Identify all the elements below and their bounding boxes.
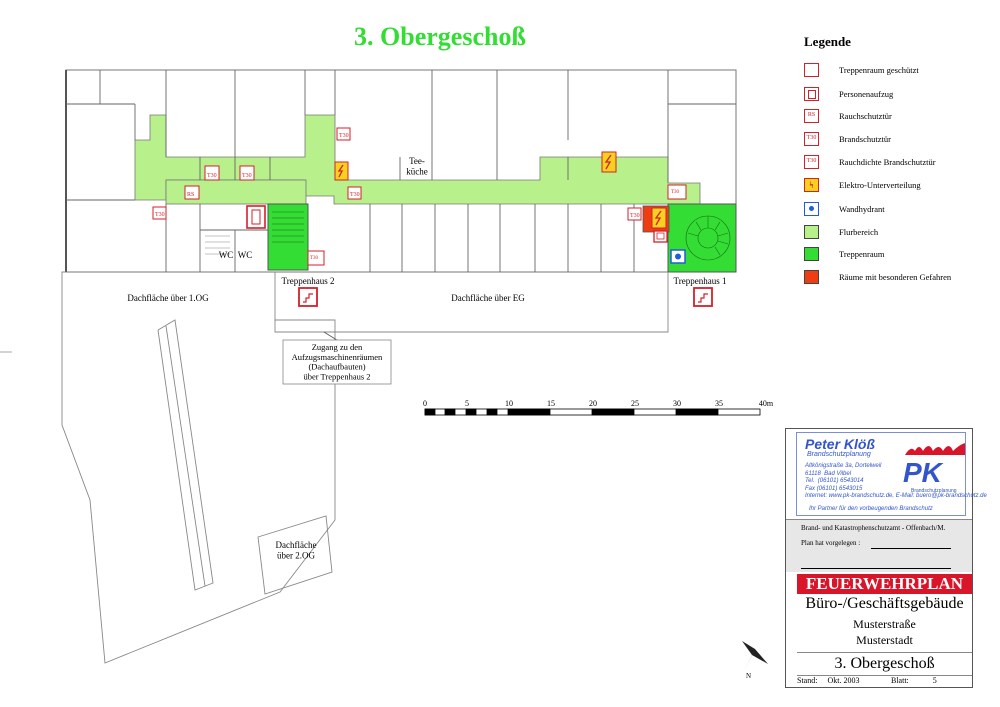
stairwell-2: [268, 204, 308, 270]
fire-door-icon: [628, 208, 641, 220]
legend-item-label: Wandhydrant: [839, 203, 885, 214]
scale-tick-label: 15: [547, 399, 555, 408]
legend-item-label: Flurbereich: [839, 226, 879, 237]
stairwell-2-label: Treppenhaus 2: [281, 276, 335, 286]
legend-item-label: Personenaufzug: [839, 88, 894, 99]
blatt-value: 5: [932, 676, 937, 685]
flame-icon: [905, 441, 965, 457]
passenger-elevator-icon: [804, 87, 819, 101]
roof-eg-label: Dachfläche über EG: [451, 293, 525, 303]
smoke-tight-fire-door-icon: T30: [804, 155, 819, 169]
electrical-subdistribution-icon: [652, 208, 666, 228]
north-arrow-icon: [742, 641, 768, 680]
protected-stairwell-icon: [694, 288, 712, 306]
legend-item-label: Treppenraum: [839, 248, 885, 259]
scale-tick-label: 20: [589, 399, 597, 408]
wc-label: WC: [218, 250, 234, 260]
stand-value: Okt. 2003: [827, 676, 860, 685]
plan-type: FEUERWEHRPLAN: [797, 574, 972, 594]
access-note: Zugang zu den Aufzugsmaschinenräumen (Dachaufbauten) über Treppenhaus 2: [291, 342, 383, 382]
protected-stairwell-icon: [804, 63, 819, 77]
electrical-subdistribution-icon: [602, 152, 616, 172]
scale-tick-label: 0: [423, 399, 427, 408]
blatt: [891, 676, 937, 685]
svg-text:T30: T30: [310, 256, 319, 261]
passenger-elevator-icon: [654, 231, 667, 242]
corridor-area-swatch: [804, 225, 819, 239]
svg-text:T30: T30: [350, 192, 360, 198]
svg-text:T30: T30: [339, 133, 349, 139]
fire-door-icon: [337, 128, 350, 140]
scale-tick-label: 40m: [758, 399, 774, 408]
signature-line: [871, 548, 951, 549]
stairwell-swatch: [804, 247, 819, 261]
svg-text:T30: T30: [207, 173, 217, 179]
scale-tick-label: 35: [715, 399, 723, 408]
legend-item: [804, 150, 994, 174]
electrical-subdistribution-icon: ϟ: [804, 178, 819, 192]
wall-hydrant-icon: [804, 202, 819, 216]
scale-tick-label: 30: [673, 399, 681, 408]
roof-areas: [62, 272, 668, 663]
scale-bar: [425, 409, 760, 415]
fire-door-icon: [205, 166, 219, 180]
legend-item: [804, 197, 994, 221]
legend-item-label: Brandschutztür: [839, 133, 891, 144]
plan-title: 3. Obergeschoß: [354, 22, 526, 51]
authority: Brand- und Katastrophenschutzamt - Offenbach/M.: [801, 524, 946, 532]
svg-text:T30: T30: [155, 212, 165, 218]
street: Musterstraße: [853, 617, 916, 631]
legend-item-label: Räume mit besonderen Gefahren: [839, 271, 952, 282]
company-name: Peter Klöß: [805, 436, 876, 452]
legend-item-label: Rauchdichte Brandschutztür: [839, 156, 936, 167]
stairwell-1-label: Treppenhaus 1: [673, 276, 727, 286]
smoke-tight-fire-door-icon: [668, 185, 686, 199]
legend-item: [804, 220, 994, 244]
passenger-elevator-icon: [247, 206, 265, 228]
legend-title: Legende: [804, 34, 851, 49]
legend-item: [804, 82, 994, 106]
legend-item-label: Treppenraum geschützt: [839, 64, 919, 75]
legend-item: [804, 104, 994, 128]
legend-item: [804, 173, 994, 197]
teekueche-label: Tee-küche: [406, 156, 428, 177]
scale-tick-label: 25: [631, 399, 639, 408]
svg-text:T30: T30: [242, 173, 252, 179]
signature-line: [801, 568, 951, 569]
fire-door-icon: T30: [804, 132, 819, 146]
legend-item-label: Rauchschutztür: [839, 110, 892, 121]
legend-item: [804, 127, 994, 151]
legend-item: [804, 242, 994, 266]
city: Musterstadt: [856, 633, 913, 647]
legend-item-label: Elektro-Unterverteilung: [839, 179, 921, 190]
svg-text:RS: RS: [187, 192, 195, 198]
smoke-tight-fire-door-icon: [308, 251, 324, 265]
wall-hydrant-icon: [671, 250, 685, 263]
smoke-door-icon: [185, 186, 199, 199]
roof-2og-label: Dachfläche über 2.OG: [275, 540, 317, 561]
title-block: [785, 428, 987, 688]
company-address: Altkönigstraße 3a, Dortelweil 61118 Bad Vilbel Tel. (06101) 6543014 Fax (06101) 6543015 Internet: www.pk-brandschutz.de, E-Mail: buero@pk-brandschutz.de: [805, 463, 987, 499]
floor-name: 3. Obergeschoß: [797, 652, 972, 676]
svg-text:T30: T30: [630, 213, 640, 219]
smoke-door-icon: RS: [804, 109, 819, 123]
company-motto: Ihr Partner für den vorbeugenden Brandschutz: [809, 506, 933, 512]
scale-ticks: [423, 399, 774, 408]
stand: [797, 676, 859, 685]
wc-label: WC: [237, 250, 253, 260]
special-hazard-swatch: [804, 270, 819, 284]
stand-label: Stand:: [797, 676, 818, 685]
legend-item: [804, 58, 994, 82]
scale-tick-label: 10: [505, 399, 513, 408]
fire-door-icon: [240, 166, 254, 180]
svg-text:N: N: [746, 672, 752, 680]
roof-1og-label: Dachfläche über 1.OG: [127, 293, 209, 303]
pk-logo: PK: [903, 457, 942, 488]
company-subtitle: Brandschutzplanung: [807, 451, 871, 458]
svg-text:T30: T30: [671, 190, 680, 195]
electrical-subdistribution-icon: [335, 162, 348, 180]
scale-tick-label: 5: [465, 399, 469, 408]
fire-door-icon: [153, 207, 166, 219]
fire-door-icon: [348, 187, 361, 199]
blatt-label: Blatt:: [891, 676, 909, 685]
plan-vorgelegt-label: Plan hat vorgelegen :: [801, 539, 861, 547]
legend-item: [804, 265, 994, 289]
building-type: Büro-/Geschäftsgebäude: [805, 595, 964, 612]
company-logo-box: [796, 432, 987, 516]
pk-logo-subtitle: Brandschutzplanung: [911, 488, 957, 494]
protected-stairwell-icon: [299, 288, 317, 306]
